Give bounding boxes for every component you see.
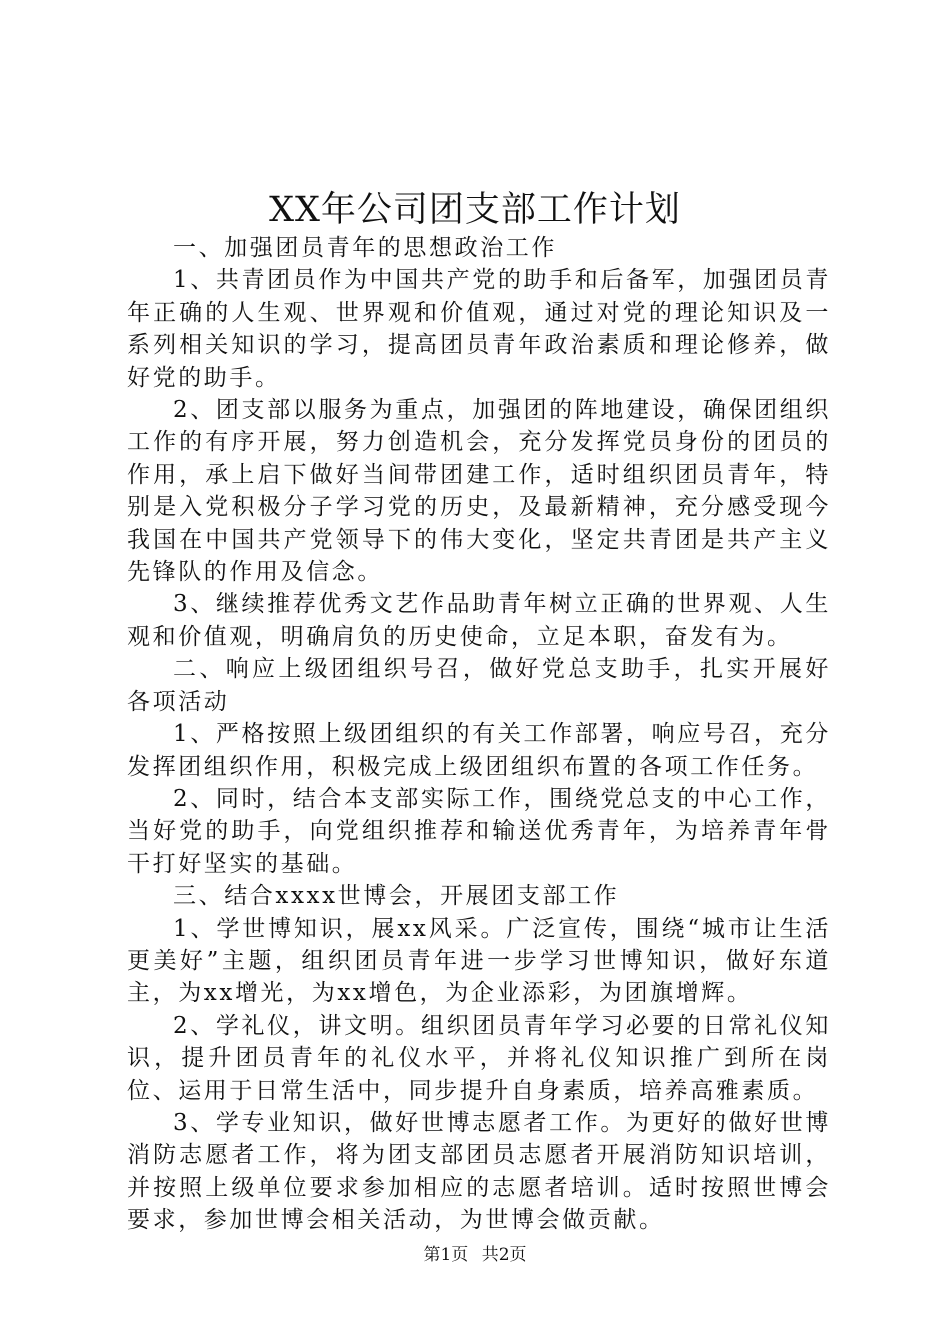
page-number-current: 第1页 (423, 1245, 469, 1265)
paragraph: 1、共青团员作为中国共产党的助手和后备军，加强团员青年正确的人生观、世界观和价值观，通过对党的理论知识及一系列相关知识的学习，提高团员青年政治素质和理论修养，做好党的助手。 (127, 267, 831, 391)
section-heading: 一、加强团员青年的思想政治工作 (173, 235, 557, 261)
paragraph: 1、严格按照上级团组织的有关工作部署，响应号召，充分发挥团组织作用，积极完成上级团组织布置的各项工作任务。 (127, 721, 831, 780)
paragraph: 2、同时，结合本支部实际工作，围绕党总支的中心工作，当好党的助手，向党组织推荐和输送优秀青年，为培养青年骨干打好坚实的基础。 (127, 785, 831, 877)
document-body (127, 232, 831, 1237)
document-title: XX年公司团支部工作计划 (269, 190, 681, 230)
paragraph: 3、继续推荐优秀文艺作品助青年树立正确的世界观、人生观和价值观，明确肩负的历史使命，立足本职，奋发有为。 (127, 591, 831, 650)
paragraph: 1、学世博知识，展xx风采。广泛宣传，围绕“城市让生活更美好”主题，组织团员青年进一步学习世博知识，做好东道主，为xx增光，为xx增色，为企业添彩，为团旗增辉。 (127, 915, 831, 1007)
section-heading: 二、响应上级团组织号召，做好党总支助手，扎实开展好各项活动 (127, 656, 831, 715)
section-heading: 三、结合xxxx世博会，开展团支部工作 (173, 883, 620, 910)
paragraph: 2、学礼仪，讲文明。组织团员青年学习必要的日常礼仪知识，提升团员青年的礼仪水平，并将礼仪知识推广到所在岗位、运用于日常生活中，同步提升自身素质，培养高雅素质。 (127, 1012, 831, 1104)
page-number-total: 共2页 (481, 1245, 527, 1265)
paragraph: 3、学专业知识，做好世博志愿者工作。为更好的做好世博消防志愿者工作，将为团支部团员志愿者开展消防知识培训，并按照上级单位要求参加相应的志愿者培训。适时按照世博会要求，参加世博会相关活动，为世博会做贡献。 (127, 1109, 831, 1234)
paragraph: 2、团支部以服务为重点，加强团的阵地建设，确保团组织工作的有序开展，努力创造机会，充分发挥党员身份的团员的作用，承上启下做好当间带团建工作，适时组织团员青年，特别是入党积极分子学习党的历史，及最新精神，充分感受现今我国在中国共产党领导下的伟大变化，坚定共青团是共产主义先锋队的作用及信念。 (127, 397, 831, 586)
page-footer (0, 1243, 950, 1267)
